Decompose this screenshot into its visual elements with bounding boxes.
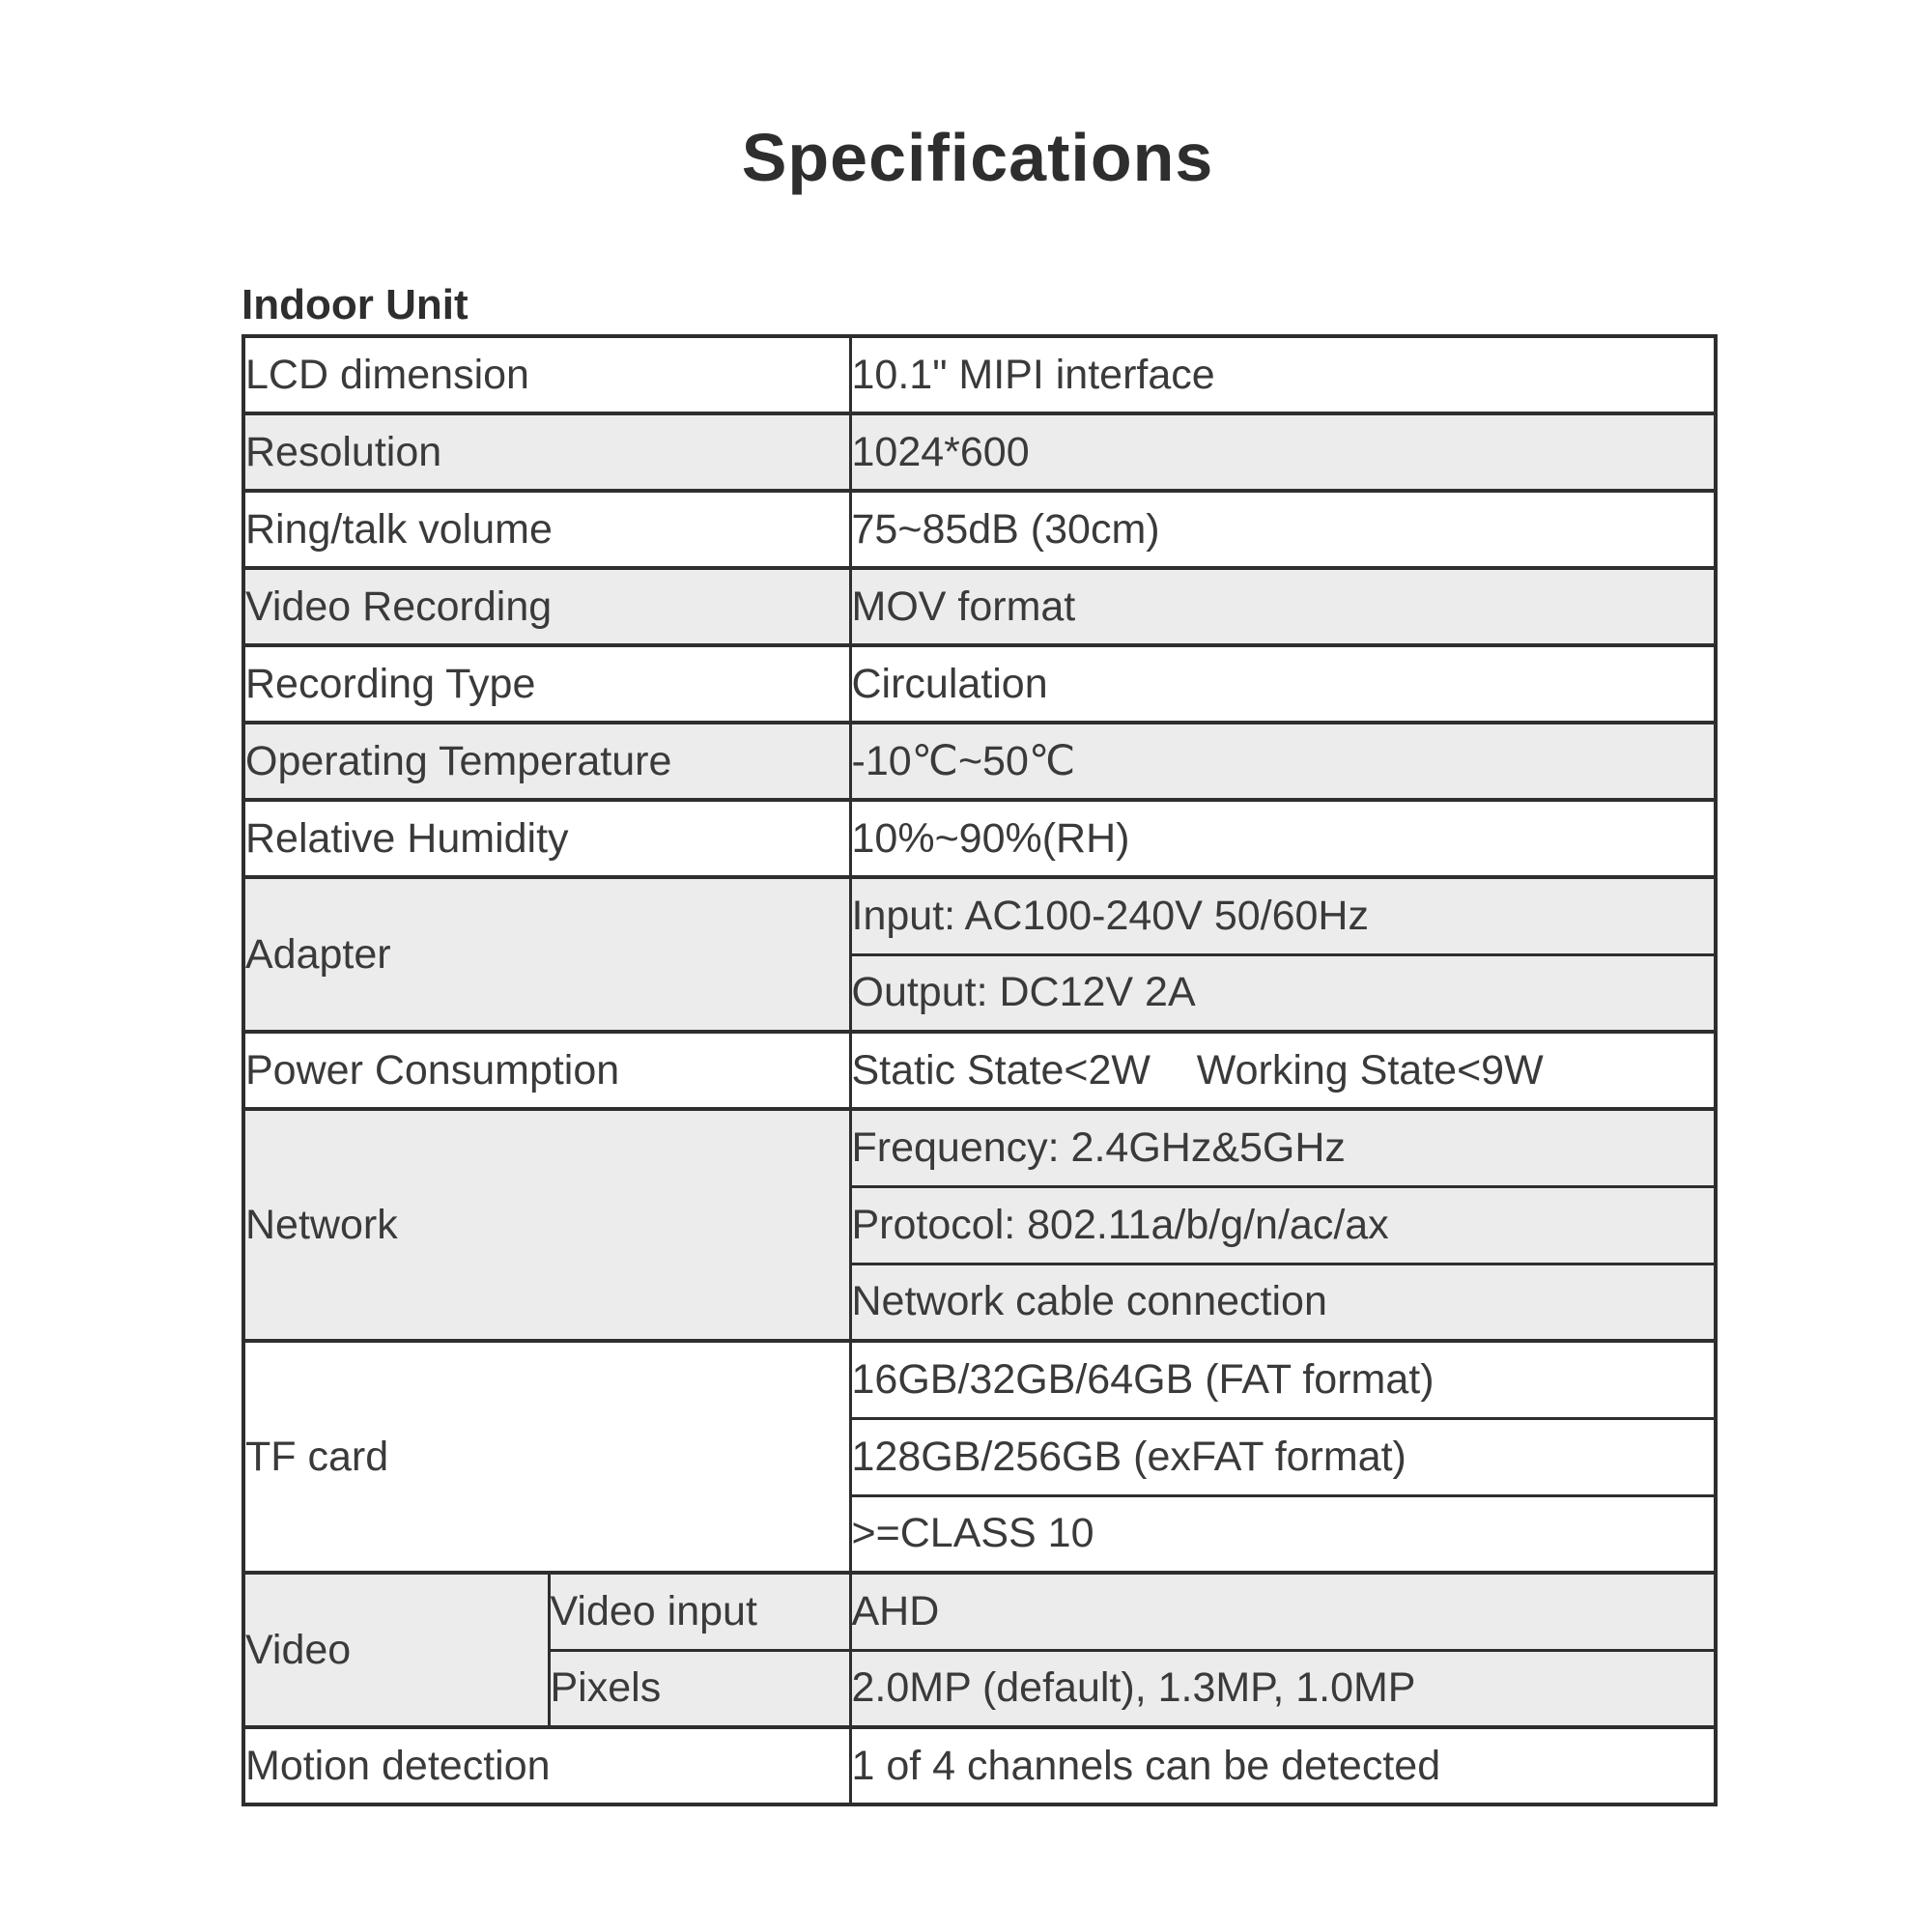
table-row	[243, 1573, 1716, 1650]
spec-row-value: Input: AC100-240V 50/60Hz	[850, 877, 1716, 954]
table-row	[243, 1109, 1716, 1186]
table-row	[243, 800, 1716, 877]
table-row	[243, 1032, 1716, 1109]
spec-subrow-label: Pixels	[549, 1650, 850, 1727]
spec-row-value: 10%~90%(RH)	[850, 800, 1716, 877]
spec-row-label: Recording Type	[243, 645, 850, 723]
table-row	[243, 336, 1716, 413]
table-row	[243, 1727, 1716, 1804]
spec-row-label: Relative Humidity	[243, 800, 850, 877]
spec-row-label: LCD dimension	[243, 336, 850, 413]
table-row	[243, 413, 1716, 491]
spec-row-value: MOV format	[850, 568, 1716, 645]
spec-row-label: Network	[243, 1109, 850, 1341]
table-row	[243, 491, 1716, 568]
spec-row-value: Frequency: 2.4GHz&5GHz	[850, 1109, 1716, 1186]
spec-row-label: Power Consumption	[243, 1032, 850, 1109]
spec-row-label: Adapter	[243, 877, 850, 1032]
spec-row-value: AHD	[850, 1573, 1716, 1650]
spec-row-value: -10℃~50℃	[850, 723, 1716, 800]
spec-row-label: Video Recording	[243, 568, 850, 645]
spec-row-label: Operating Temperature	[243, 723, 850, 800]
spec-row-value: 16GB/32GB/64GB (FAT format)	[850, 1341, 1716, 1418]
spec-row-value: 2.0MP (default), 1.3MP, 1.0MP	[850, 1650, 1716, 1727]
spec-subrow-label: Video input	[549, 1573, 850, 1650]
spec-row-value: Protocol: 802.11a/b/g/n/ac/ax	[850, 1186, 1716, 1264]
spec-row-label: Motion detection	[243, 1727, 850, 1804]
spec-row-label: Video	[243, 1573, 549, 1727]
spec-row-value: Circulation	[850, 645, 1716, 723]
spec-row-value: 1 of 4 channels can be detected	[851, 1742, 1441, 1789]
table-row	[243, 645, 1716, 723]
spec-row-value: 128GB/256GB (exFAT format)	[850, 1418, 1716, 1495]
page-title: Specifications	[741, 120, 1214, 195]
spec-row-value: 1024*600	[850, 413, 1716, 491]
spec-row-label: TF card	[243, 1341, 850, 1573]
spec-row-value: Output: DC12V 2A	[850, 954, 1716, 1032]
spec-row-value: Network cable connection	[850, 1264, 1716, 1341]
document-page	[242, 0, 1714, 1806]
table-row	[243, 877, 1716, 954]
table-row	[243, 723, 1716, 800]
spec-row-value: Static State<2W Working State<9W	[850, 1032, 1716, 1109]
table-row	[243, 568, 1716, 645]
spec-table	[242, 334, 1718, 1806]
spec-row-value: >=CLASS 10	[850, 1495, 1716, 1573]
section-heading: Indoor Unit	[242, 281, 469, 328]
table-row	[243, 1341, 1716, 1418]
spec-row-label: Ring/talk volume	[243, 491, 850, 568]
spec-row-label: Resolution	[243, 413, 850, 491]
spec-row-value: 10.1" MIPI interface	[850, 336, 1716, 413]
spec-row-value: 75~85dB (30cm)	[850, 491, 1716, 568]
